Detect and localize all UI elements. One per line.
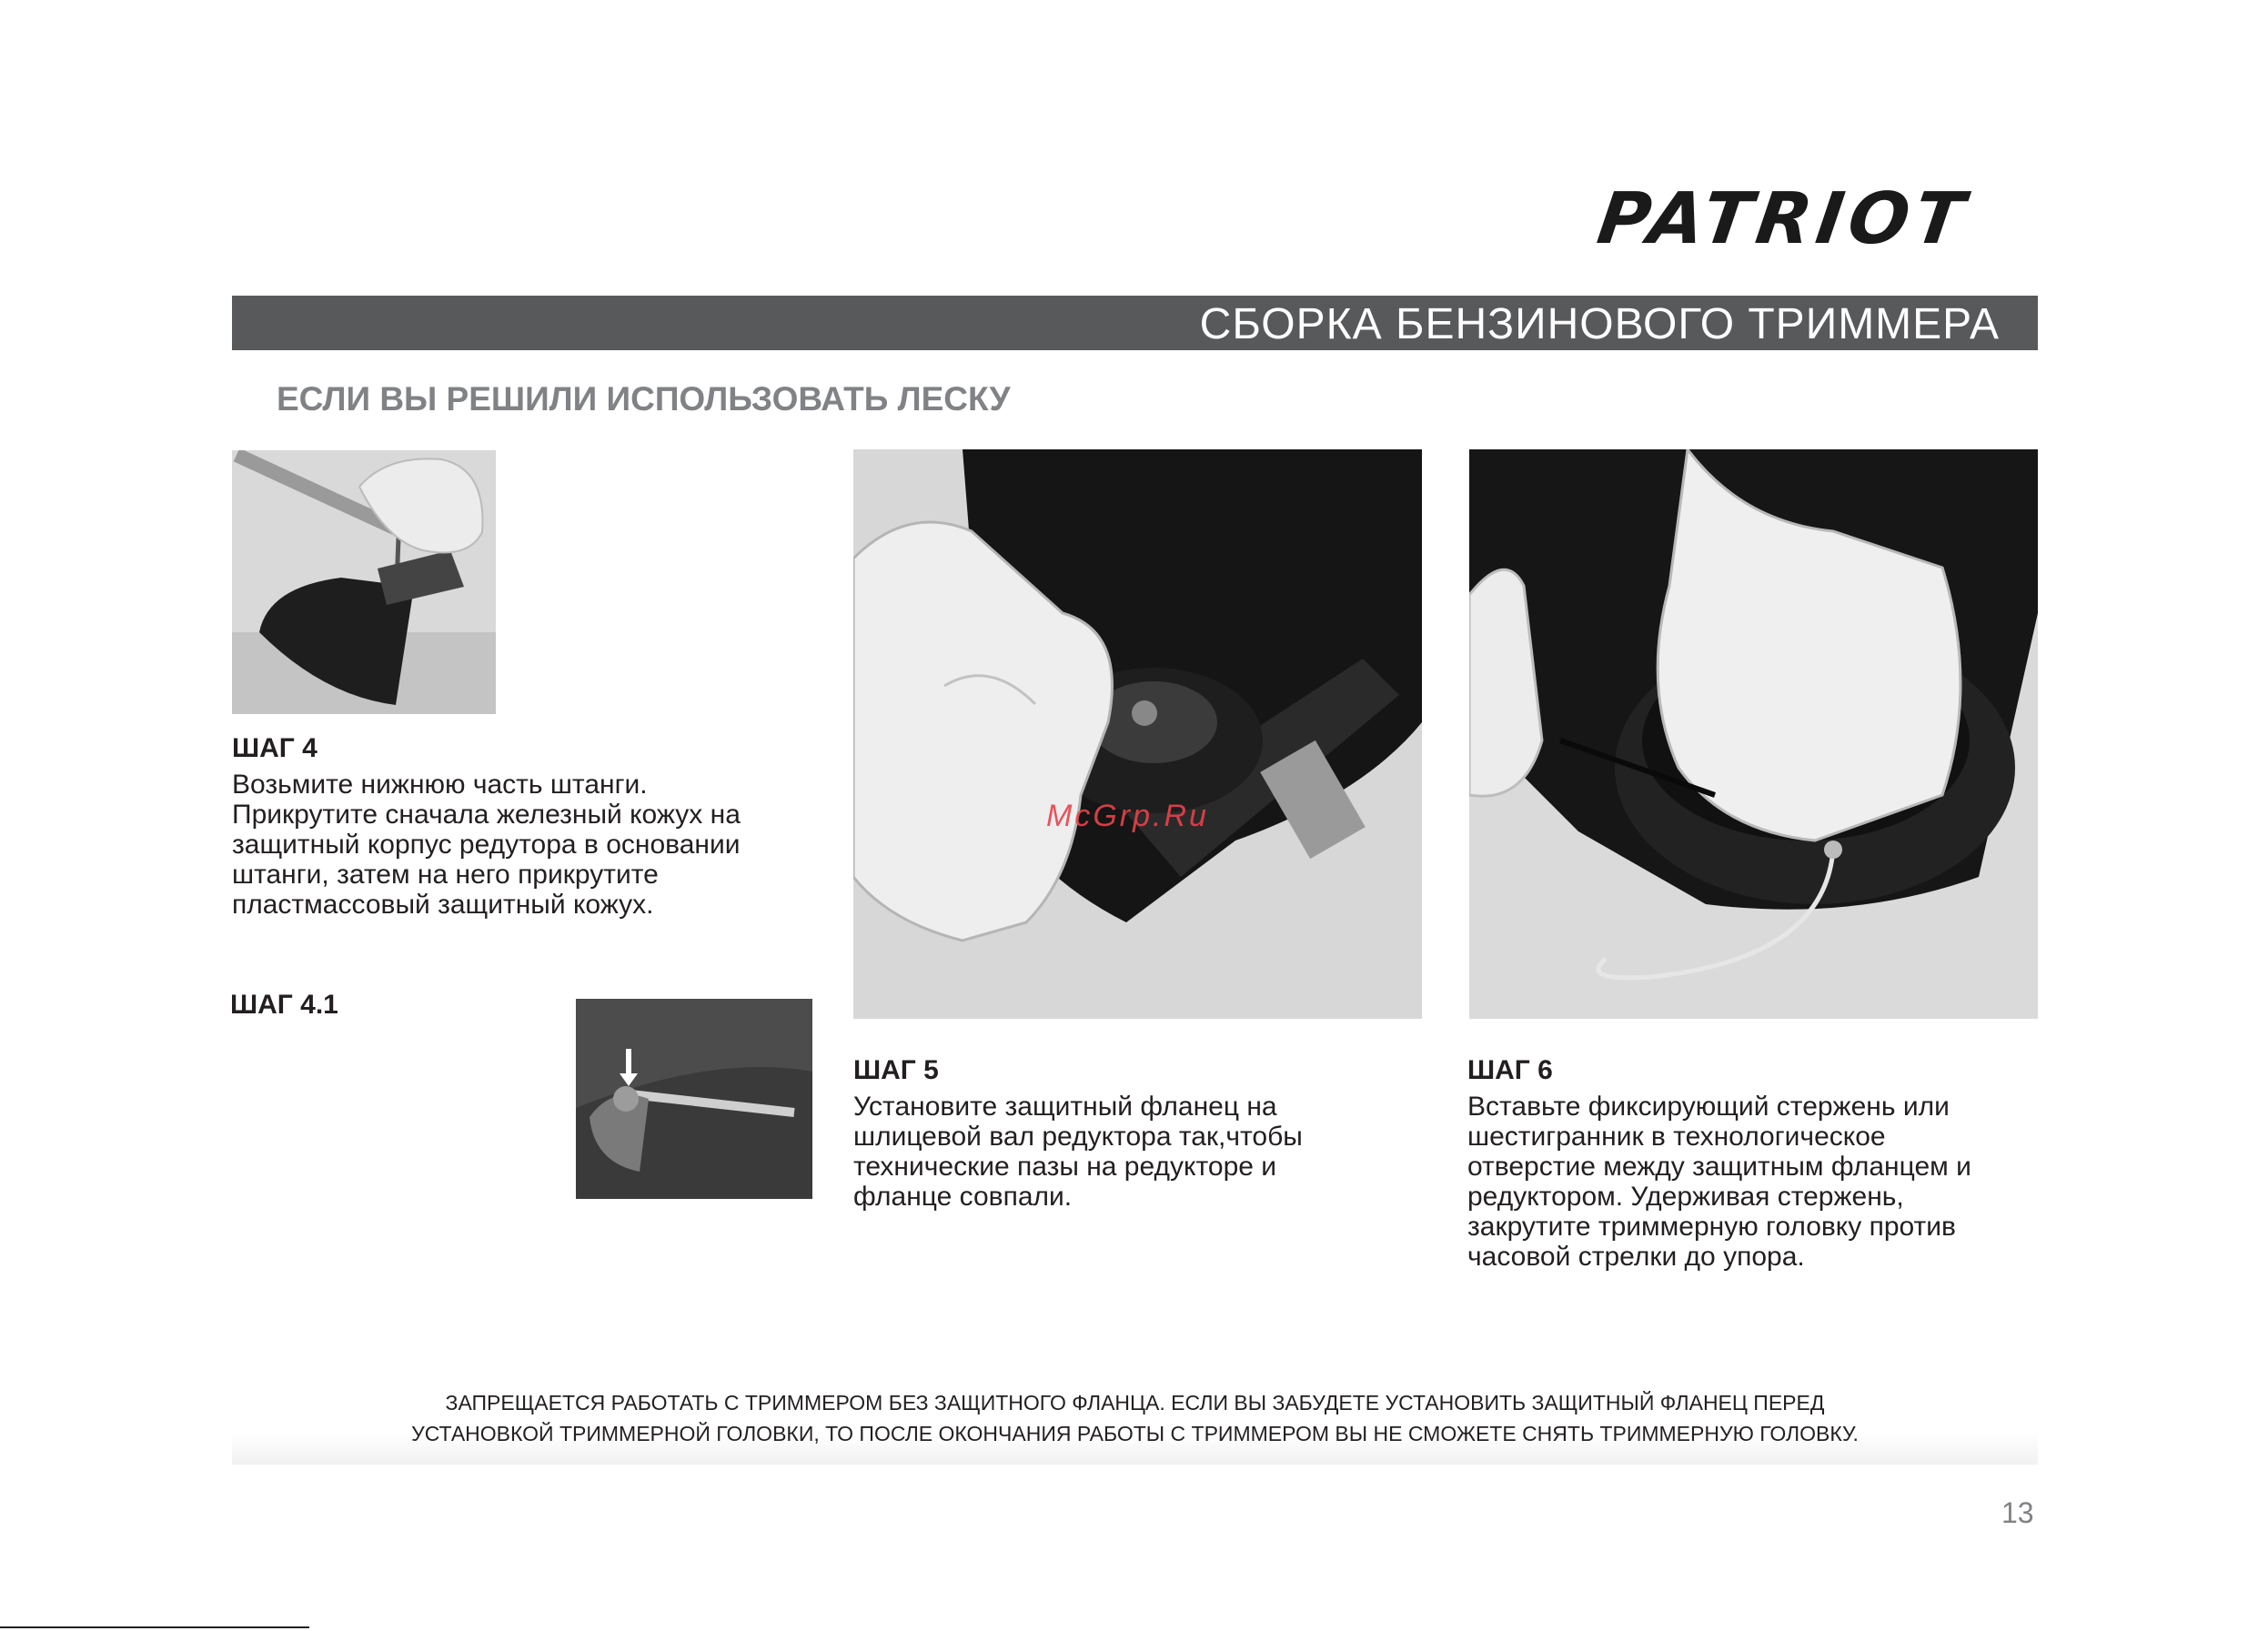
warning-note — [232, 1387, 2038, 1465]
step5-heading: ШАГ 5 — [853, 1055, 939, 1085]
step5-line: шлицевой вал редуктора так,чтобы — [853, 1122, 1303, 1152]
step5-line: Установите защитный фланец на — [853, 1092, 1277, 1122]
step6-line: шестигранник в технологическое — [1467, 1122, 1886, 1152]
brand-logo — [1592, 178, 1974, 260]
page-number: 13 — [2001, 1496, 2034, 1529]
step5-photo — [853, 449, 1422, 1019]
section-subtitle: ЕСЛИ ВЫ РЕШИЛИ ИСПОЛЬЗОВАТЬ ЛЕСКУ — [277, 380, 1011, 418]
step6-heading: ШАГ 6 — [1467, 1055, 1553, 1085]
step5-line: технические пазы на редукторе и — [853, 1152, 1277, 1182]
page-title: СБОРКА БЕНЗИНОВОГО ТРИММЕРА — [1199, 300, 2000, 348]
step4-line: штанги, затем на него прикрутите — [232, 860, 659, 890]
step4-photo — [232, 450, 496, 714]
step6-line: закрутите триммерную головку против — [1467, 1212, 1956, 1242]
step4-line: Возьмите нижнюю часть штанги. — [232, 770, 648, 800]
logo-text: PATRIOT — [1592, 178, 1974, 260]
step6-line: редуктором. Удерживая стержень, — [1467, 1182, 1904, 1212]
watermark: McGrp.Ru — [1046, 799, 1209, 833]
step6-line: отверстие между защитным фланцем и — [1467, 1152, 1971, 1182]
step5-line: фланце совпали. — [853, 1182, 1073, 1212]
warning-line: ЗАПРЕЩАЕТСЯ РАБОТАТЬ С ТРИММЕРОМ БЕЗ ЗАЩИТНОГО ФЛАНЦА. ЕСЛИ ВЫ ЗАБУДЕТЕ УСТАНОВИТЬ ЗАЩИТНЫЙ ФЛАНЕЦ ПЕРЕД — [445, 1391, 1825, 1415]
step6-photo — [1469, 449, 2038, 1019]
step4-text — [232, 770, 814, 920]
section-title-bar — [232, 296, 2038, 350]
step4-line: защитный корпус редутора в основании — [232, 830, 741, 860]
step6-text — [1467, 1092, 2050, 1272]
step41-photo — [576, 999, 812, 1199]
step4-line: пластмассовый защитный кожух. — [232, 890, 654, 920]
footer-rule — [0, 1626, 309, 1628]
step4-line: Прикрутите сначала железный кожух на — [232, 800, 741, 830]
step5-text — [853, 1092, 1436, 1212]
step41-heading: ШАГ 4.1 — [230, 990, 338, 1020]
step4-heading: ШАГ 4 — [232, 733, 318, 763]
step6-line: часовой стрелки до упора. — [1467, 1242, 1805, 1272]
warning-line: УСТАНОВКОЙ ТРИММЕРНОЙ ГОЛОВКИ, ТО ПОСЛЕ ОКОНЧАНИЯ РАБОТЫ С ТРИММЕРОМ ВЫ НЕ СМОЖЕТЕ СНЯТЬ ТРИММЕРНУЮ ГОЛОВКУ. — [411, 1422, 1859, 1445]
step6-line: Вставьте фиксирующий стержень или — [1467, 1092, 1950, 1122]
